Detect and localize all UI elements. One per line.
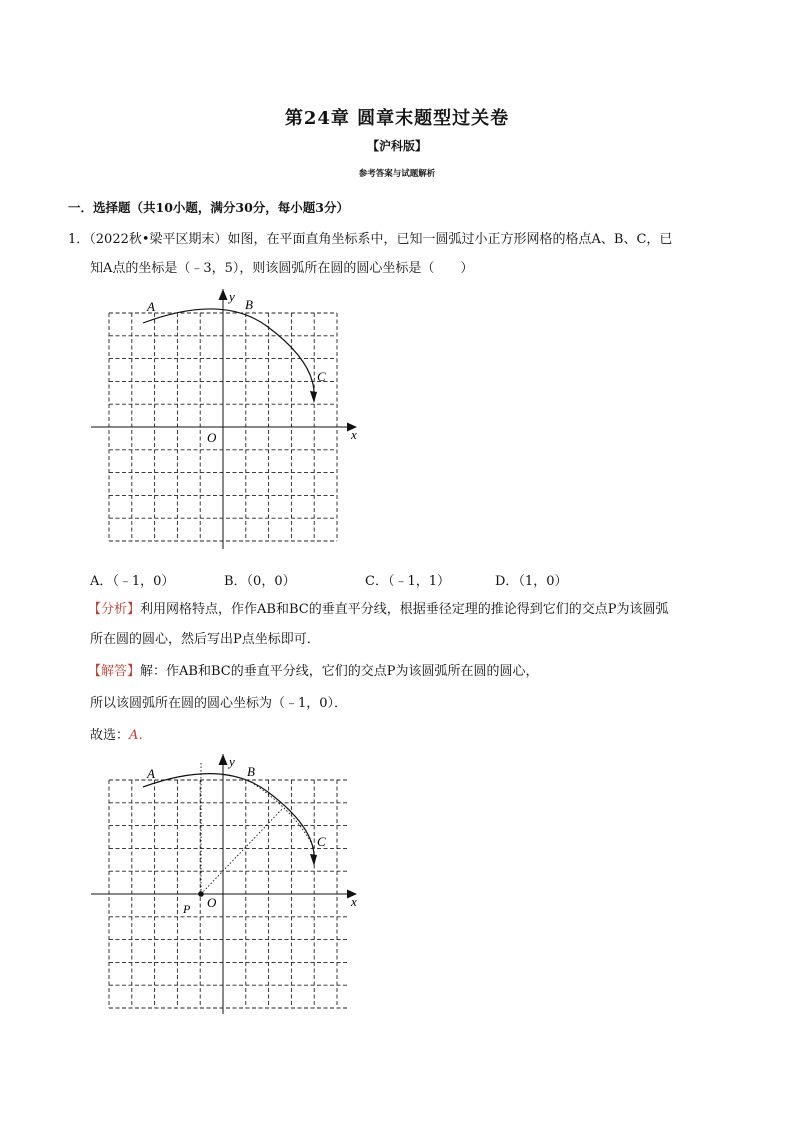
page-title: 第24章 圆章末题型过关卷 <box>284 108 510 129</box>
question-stem-line-2: 知A点的坐标是（﹣3，5），则该圆弧所在圆的圆心坐标是（ ） <box>90 261 474 276</box>
x-axis-label: x <box>351 894 357 909</box>
option-d: D．（1，0） <box>495 574 568 589</box>
subtitle: 参考答案与试题解析 <box>358 169 436 179</box>
analysis-line-2: 所在圆的圆心，然后写出P点坐标即可． <box>90 632 320 647</box>
point-label-c: C <box>317 369 326 384</box>
section-heading: 一．选择题（共10小题，满分30分，每小题3分） <box>68 200 349 215</box>
question-stem-line-1: 1．（2022秋•梁平区期末）如图，在平面直角坐标系中，已知一圆弧过小正方形网格的格点A、B、C，已 <box>68 232 673 247</box>
answer-line-2: 所以该圆弧所在圆的圆心坐标为（﹣1，0）． <box>90 696 348 711</box>
point-label-a: A <box>147 766 155 781</box>
point-label-b: B <box>247 764 255 779</box>
analysis-text-1: 利用网格特点，作作AB和BC的垂直平分线，根据垂径定理的推论得到它们的交点P为该圆弧 <box>140 602 669 617</box>
choose-value: A． <box>129 728 152 743</box>
analysis-tag: 【分析】 <box>88 602 141 617</box>
question-figure <box>85 285 375 555</box>
solution-figure <box>85 750 375 1020</box>
y-axis-label: y <box>229 754 235 769</box>
analysis-line-1 <box>88 600 668 620</box>
origin-label: O <box>207 895 217 910</box>
answer-text-1: 解：作AB和BC的垂直平分线，它们的交点P为该圆弧所在圆的圆心， <box>140 664 539 679</box>
option-c: C．（﹣1，1） <box>365 574 450 589</box>
option-a: A．（﹣1，0） <box>90 574 175 589</box>
center-point-label: P <box>183 902 191 916</box>
x-axis-label: x <box>351 427 357 442</box>
answer-tag: 【解答】 <box>88 664 141 679</box>
y-axis-label: y <box>229 289 235 304</box>
choose-prefix: 故选： <box>90 728 130 743</box>
origin-label: O <box>207 430 217 445</box>
point-label-b: B <box>245 297 253 312</box>
point-label-c: C <box>317 834 326 849</box>
choose-line <box>90 726 151 746</box>
option-b: B．（0，0） <box>224 574 296 589</box>
point-label-a: A <box>147 299 155 314</box>
answer-line-1 <box>88 662 538 682</box>
edition-label: 【沪科版】 <box>366 139 427 153</box>
